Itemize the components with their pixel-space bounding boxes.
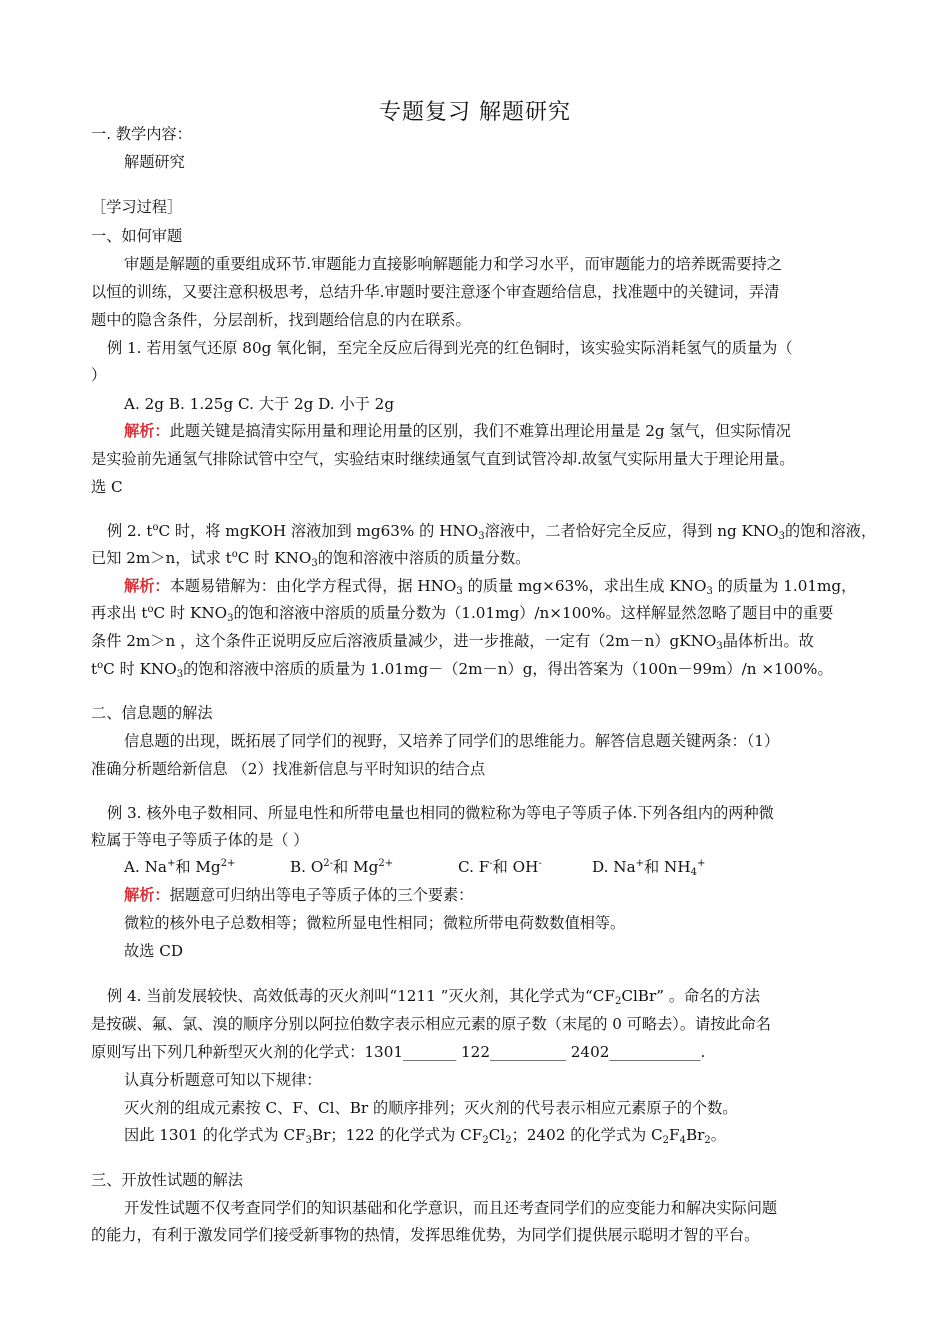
teaching-content-text: 解题研究	[124, 153, 185, 171]
option-b: B. $O^{2-}$和 $Mg^{2+}$	[290, 858, 394, 876]
option-c: C. F-和 OH-	[458, 858, 542, 876]
paragraph-line: 审题是解题的重要组成环节.审题能力直接影响解题能力和学习水平，而审题能力的培养既需要持之	[124, 255, 782, 273]
section-heading-review: 一、如何审题	[91, 227, 183, 245]
example-1-question-end: ）	[91, 366, 107, 384]
example-4-answer: 因此 1301 的化学式为 $CF_3Br$；122 的化学式为 $CF_2Cl_2$；2402 的化学式为 $C_2F_4Br_2$。	[124, 1126, 726, 1146]
paragraph-line: 再求出 $t^oC$ 时 $KNO_3$的饱和溶液中溶质的质量分数为（1.01mg）/n×100%。这样解显然忽略了题目中的重要	[91, 604, 834, 624]
analysis-label: 解析：	[124, 886, 170, 904]
example-1-analysis: 解析：此题关键是搞清实际用量和理论用量的区别，我们不难算出理论用量是 2g 氢气，但实际情况	[124, 422, 791, 440]
example-2-question-line2: 已知 2m＞n，试求 $t^oC$ 时 $KNO_3$的饱和溶液中溶质的质量分数。	[91, 549, 531, 569]
example-2-analysis: 解析：本题易错解为：由化学方程式得，据 $HNO_3$ 的质量 mg×63%，求出生成 $KNO_3$ 的质量为 1.01mg，	[124, 577, 857, 597]
paragraph-line: 微粒的核外电子总数相等；微粒所显电性相同；微粒所带电荷数数值相等。	[124, 914, 626, 932]
example-1-answer: 选 C	[91, 478, 123, 496]
option-d: D. Na+和 $NH_4^+$	[592, 858, 706, 878]
section-heading-teaching-content: 一. 教学内容：	[91, 125, 192, 143]
paragraph-line: $t^oC$ 时 $KNO_3$的饱和溶液中溶质的质量为 1.01mg－（2m－n）g，得出答案为（100n－99m）/n ×100%。	[91, 660, 833, 680]
paragraph-line: 灭火剂的组成元素按 C、F、Cl、Br 的顺序排列；灭火剂的代号表示相应元素原子的个数。	[124, 1099, 738, 1117]
section-heading-open: 三、开放性试题的解法	[91, 1171, 243, 1189]
paragraph-line: 准确分析题给新信息 （2）找准新信息与平时知识的结合点	[91, 760, 486, 778]
learning-process-label: ［学习过程］	[91, 198, 183, 216]
example-4-question: 例 4. 当前发展较快、高效低毒的灭火剂叫“1211 ”灭火剂，其化学式为“$CF_2ClBr$” 。命名的方法	[107, 987, 760, 1007]
paragraph-line: 以恒的训练，又要注意积极思考，总结升华.审题时要注意逐个审查题给信息，找准题中的关键词，弄清	[91, 283, 780, 301]
page-title: 专题复习 解题研究	[379, 100, 571, 125]
section-heading-info: 二、信息题的解法	[91, 704, 213, 722]
example-3-question: 例 3. 核外电子数相同、所显电性和所带电量也相同的微粒称为等电子等质子体.下列各组内的两种微	[107, 804, 774, 822]
example-3-question-line2: 粒属于等电子等质子体的是（ ）	[91, 831, 309, 849]
example-4-analysis: 认真分析题意可知以下规律：	[124, 1071, 322, 1089]
example-3-answer: 故选 CD	[124, 942, 183, 960]
paragraph-line: 的能力，有利于激发同学们接受新事物的热情，发挥思维优势，为同学们提供展示聪明才智的平台。	[91, 1226, 760, 1244]
example-2-question: 例 2. $t^oC$ 时，将 mgKOH 溶液加到 mg63% 的 $HNO_3$溶液中，二者恰好完全反应，得到 ng $KNO_3$的饱和溶液，	[107, 522, 877, 542]
paragraph-line: 开发性试题不仅考查同学们的知识基础和化学意识，而且还考查同学们的应变能力和解决实际问题	[124, 1199, 778, 1217]
paragraph-line: 信息题的出现，既拓展了同学们的视野，又培养了同学们的思维能力。解答信息题关键两条：（1）	[124, 732, 780, 750]
option-a: A. Na+和 $Mg^{2+}$	[124, 858, 236, 876]
paragraph-line: 原则写出下列几种新型灭火剂的化学式：1301_______ 122__________ 2402____________.	[91, 1043, 706, 1061]
paragraph-line: 是实验前先通氢气排除试管中空气，实验结束时继续通氢气直到试管冷却.故氢气实际用量大于理论用量。	[91, 450, 795, 468]
example-3-analysis: 解析：据题意可归纳出等电子等质子体的三个要素：	[124, 886, 474, 904]
paragraph-line: 是按碳、氟、氯、溴的顺序分别以阿拉伯数字表示相应元素的原子数（末尾的 0 可略去）。请按此命名	[91, 1015, 771, 1033]
example-1-options: A. 2g B. 1.25g C. 大于 2g D. 小于 2g	[124, 395, 395, 413]
analysis-label: 解析：	[124, 422, 170, 440]
paragraph-line: 题中的隐含条件，分层剖析，找到题给信息的内在联系。	[91, 311, 471, 329]
paragraph-line: 条件 2m＞n ，这个条件正说明反应后溶液质量减少，进一步推敲，一定有（2m－n）gKNO$_3$晶体析出。故	[91, 632, 814, 652]
analysis-label: 解析：	[124, 577, 170, 595]
example-1-question: 例 1. 若用氢气还原 80g 氧化铜，至完全反应后得到光亮的红色铜时，该实验实际消耗氢气的质量为（	[107, 339, 793, 357]
